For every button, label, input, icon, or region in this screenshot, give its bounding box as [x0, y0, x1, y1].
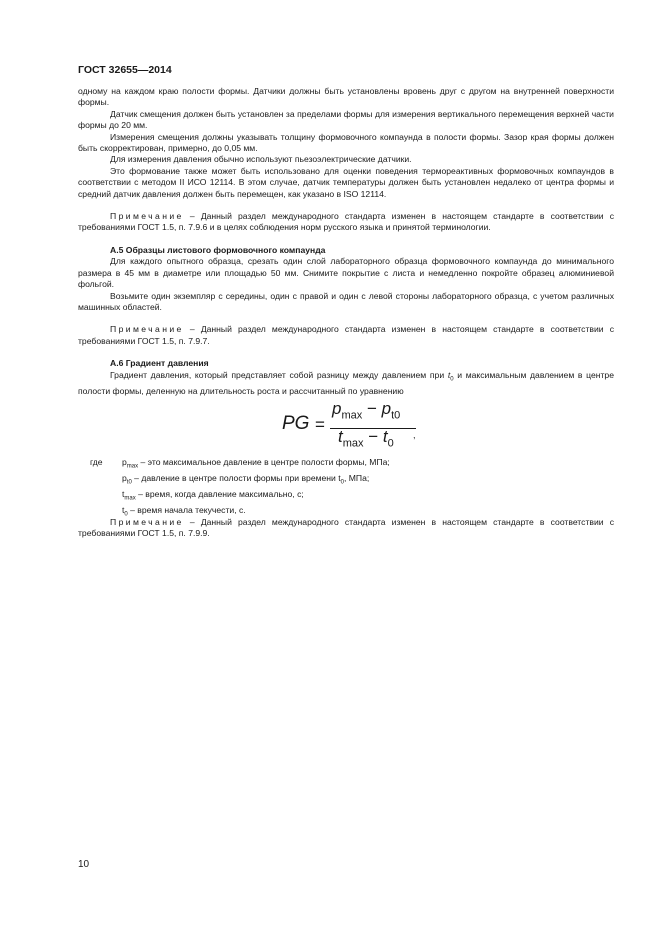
formula-lhs: PG: [282, 413, 310, 435]
where-label: где: [90, 457, 103, 468]
formula-suffix: ,: [413, 430, 416, 441]
paragraph: Для каждого опытного образца, срезать один слой лабораторного образца формовочного компаунда до минимального размера в 45 мм в диаметре или площадью 50 мм. Снимите покрытие с листа и немедленно покройте образец алюминиевой фольгой.: [78, 256, 614, 290]
definition-item: $p_{t0}$ – давление в центре полости формы при времени $t_0$, МПа;: [122, 473, 370, 486]
formula-equals: =: [315, 415, 325, 435]
note-label: Примечание: [110, 517, 184, 528]
paragraph: Измерения смещения должны указывать толщину формовочного компаунда в полости формы. Зазор края формы должен быть скорректирован, примерно, до 0,05 мм.: [78, 131, 614, 154]
note-text: – Данный раздел международного стандарта изменен в настоящем стандарте в соответствии с требованиями ГОСТ 1.5, п. 7.9.9.: [78, 517, 614, 539]
section-heading-a6: А.6 Градиент давления: [110, 358, 209, 369]
definition-item: $p_{max}$ – это максимальное давление в центре полости формы, МПа;: [122, 457, 390, 470]
formula-denominator: $t_{max} - t_0$: [338, 427, 394, 450]
paragraph: Датчик смещения должен быть установлен за пределами формы для измерения вертикального перемещения верхней части формы до 20 мм.: [78, 108, 614, 131]
definitions-block: [78, 457, 614, 517]
note-text: – Данный раздел международного стандарта изменен в настоящем стандарте в соответствии с требованиями ГОСТ 1.5, п. 7.9.6 и в целях соблюдения норм русского языка и принятой терминологии.: [78, 211, 614, 233]
note-text: – Данный раздел международного стандарта изменен в настоящем стандарте в соответствии с требованиями ГОСТ 1.5, п. 7.9.7.: [78, 324, 614, 346]
paragraph: Это формование также может быть использовано для оценки поведения термореактивных формовочных компаундов в соответствии с методом II ИСО 12114. В этом случае, датчик температуры должен быть установлен недалеко от центра формы и средний датчик давления должен быть перемещен, как указано в ISO 12114.: [78, 165, 614, 199]
note: [78, 211, 614, 234]
document-header: ГОСТ 32655—2014: [78, 64, 172, 76]
equation: [78, 397, 614, 457]
document-body: [78, 86, 614, 540]
paragraph: Градиент давления, который представляет собой разницу между давлением при $t_0$ и максимальным давлением в центре полости формы, деленную на длительность роста и рассчитанный по уравнению: [78, 369, 614, 396]
note-label: Примечание: [110, 324, 184, 335]
formula-numerator: $p_{max} - p_{t0}$: [332, 399, 401, 422]
note: [78, 324, 614, 347]
section-heading-a5: А.5 Образцы листового формовочного компаунда: [110, 244, 326, 255]
definition-item: $t_{max}$ – время, когда давление максимально, с;: [122, 489, 304, 503]
definition-item: $t_0$ – время начала текучести, с.: [122, 505, 246, 519]
paragraph: Для измерения давления обычно используют пьезоэлектрические датчики.: [110, 154, 412, 165]
paragraph: Возьмите один экземпляр с середины, один с правой и один с левой стороны лабораторного образца, с учетом различных машинных областей.: [78, 290, 614, 312]
note-label: Примечание: [110, 211, 184, 222]
page-number: 10: [78, 859, 90, 870]
paragraph: одному на каждом краю полости формы. Датчики должны быть установлены вровень друг с другом на внутренней поверхности формы.: [78, 86, 614, 108]
